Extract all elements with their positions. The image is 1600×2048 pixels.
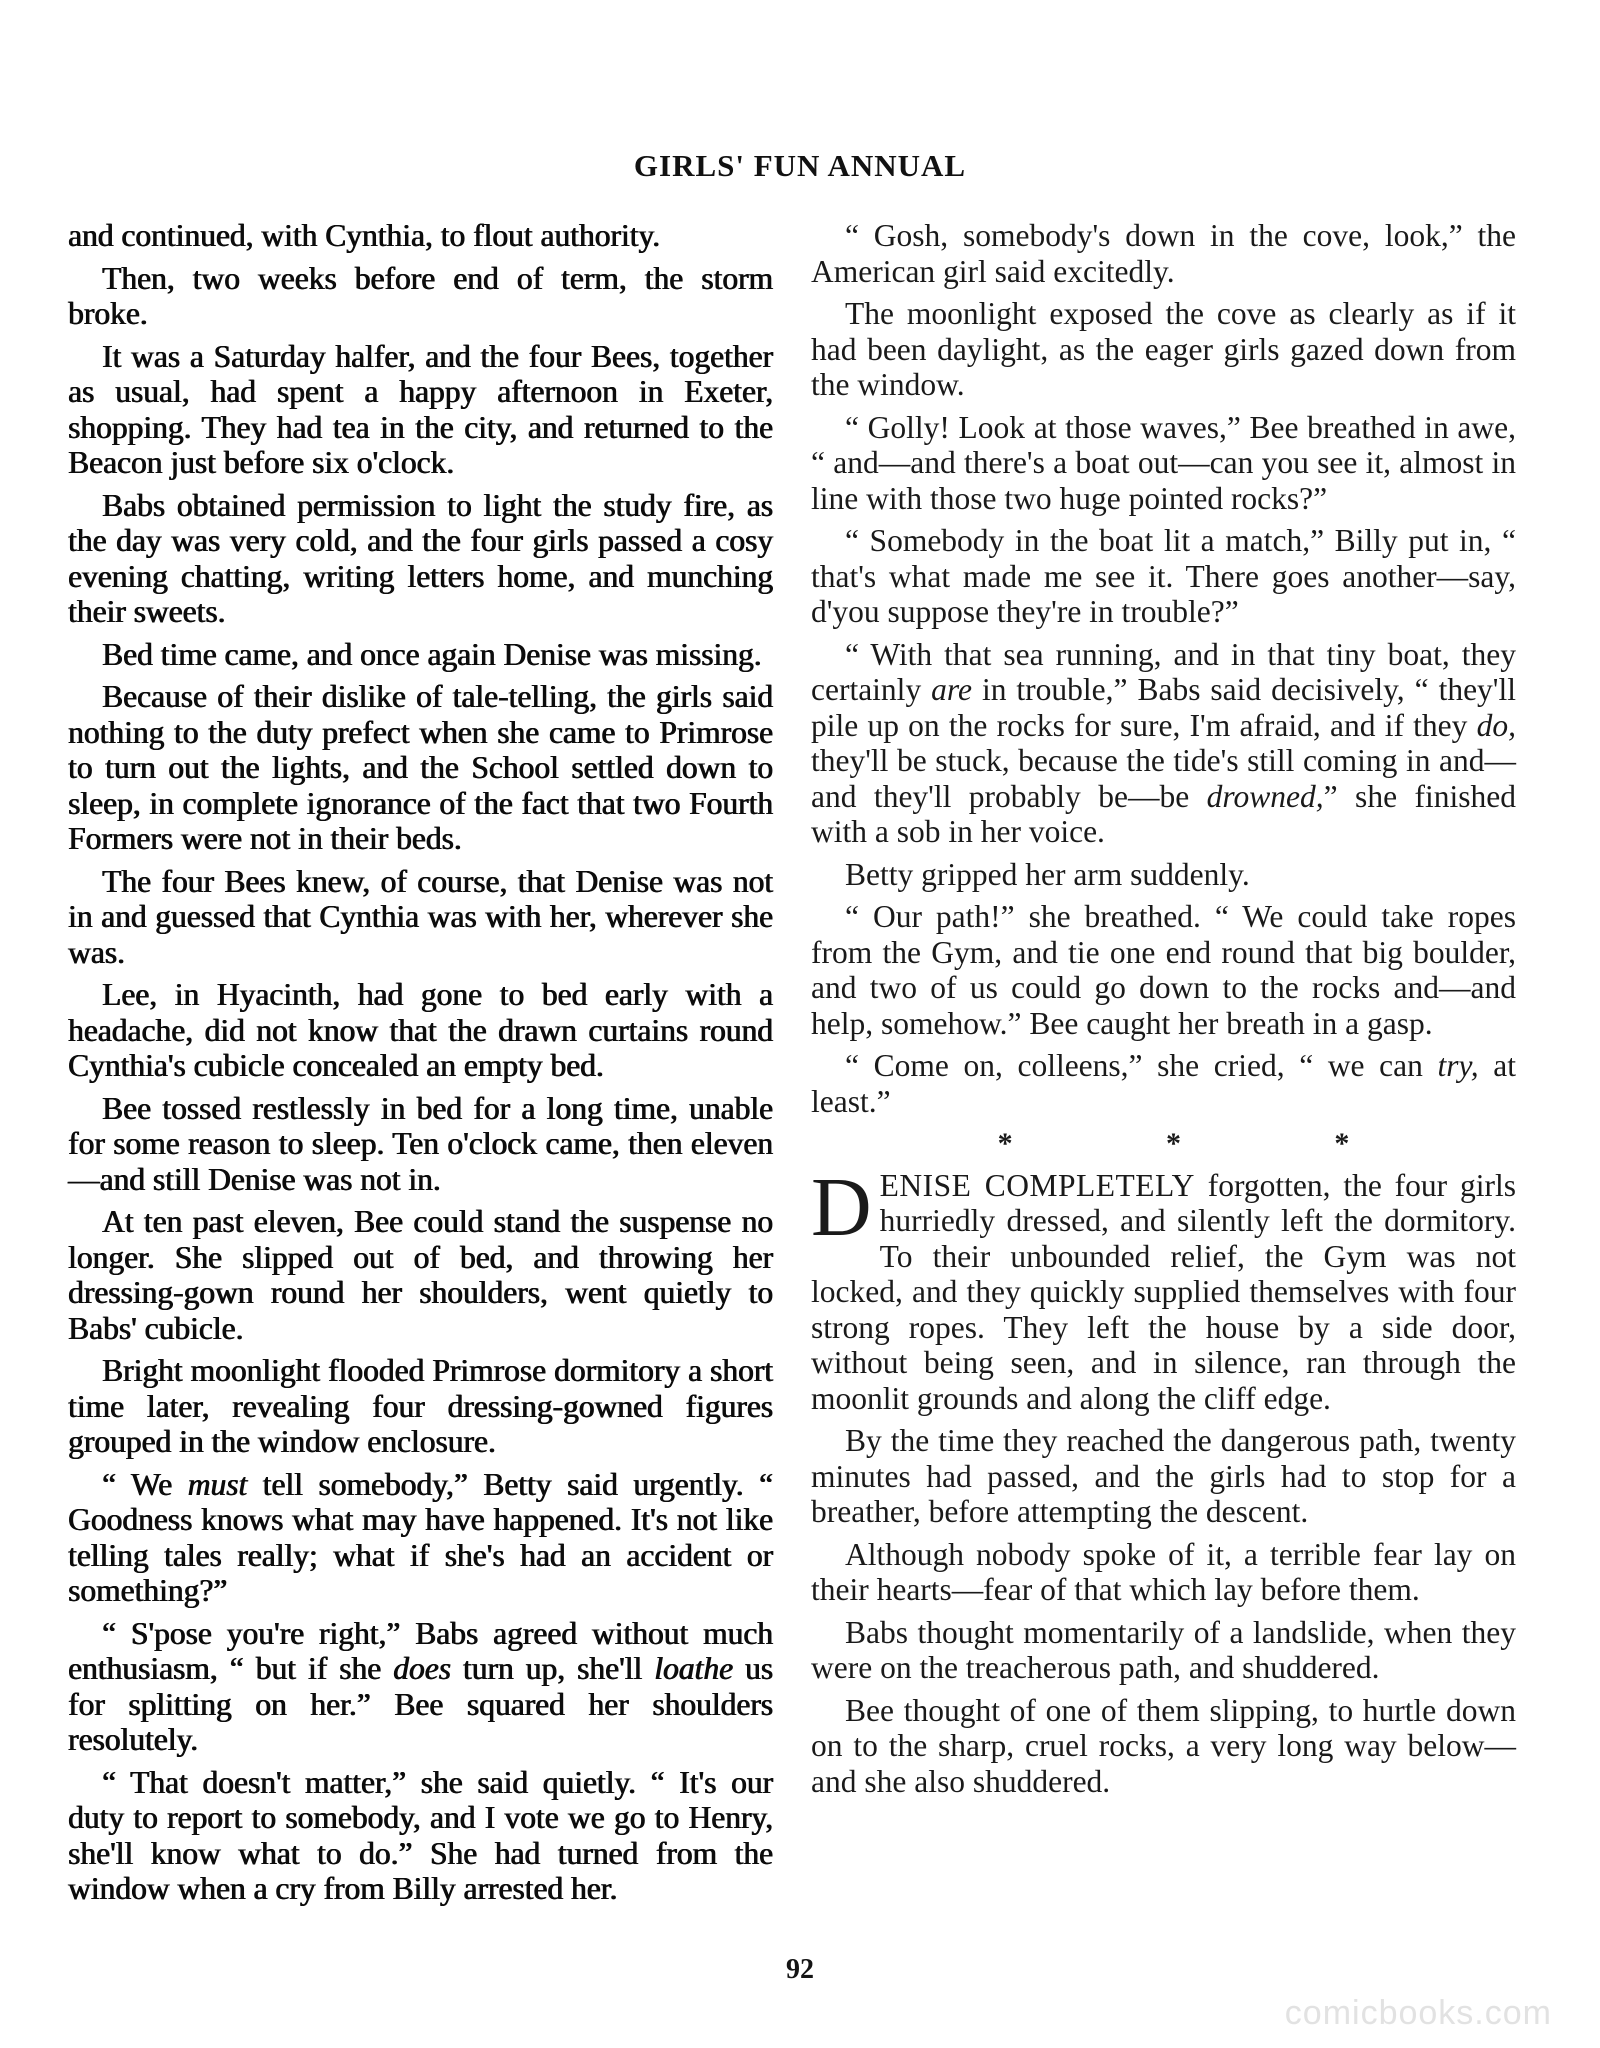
running-header: GIRLS' FUN ANNUAL xyxy=(633,148,967,183)
paragraph xyxy=(811,637,1516,850)
drop-cap: D xyxy=(811,1160,872,1254)
text-run: “ With that sea running, and in that tiny boat, they certainly xyxy=(811,636,1516,707)
section-separator xyxy=(811,1126,1516,1162)
paragraph: “ Somebody in the boat lit a match,” Billy put in, “ that's what made me see it. There goes another—say, d'you suppose they're in trouble?” xyxy=(811,523,1516,629)
paragraph: Bed time came, and once again Denise was missing. xyxy=(102,636,762,672)
paragraph: Bee thought of one of them slipping, to hurtle down on to the sharp, cruel rocks, a very long way below—and she also shuddered. xyxy=(811,1692,1516,1799)
paragraph: Although nobody spoke of it, a terrible fear lay on their hearts—fear of that which lay before them. xyxy=(811,1536,1516,1607)
paragraph: Then, two weeks before end of term, the storm broke. xyxy=(68,260,773,331)
paragraph xyxy=(68,1616,773,1758)
paragraph: Babs thought momentarily of a landslide, when they were on the treacherous path, and shuddered. xyxy=(811,1614,1516,1685)
text-run: us for splitting on her.” Bee squared her shoulders resolutely. xyxy=(68,1651,774,1757)
emphasis: drowned, xyxy=(1206,778,1324,814)
paragraph: Bright moonlight flooded Primrose dormitory a short time later, revealing four dressing-gowned figures grouped in the window enclosure. xyxy=(68,1353,773,1459)
text-run: “ We xyxy=(102,1466,188,1502)
left-column xyxy=(68,218,773,1914)
paragraph: Babs obtained permission to light the study fire, as the day was very cold, and the four girls passed a cosy evening chatting, writing letters home, and munching their sweets. xyxy=(68,487,773,629)
paragraph: Bee tossed restlessly in bed for a long time, unable for some reason to sleep. Ten o'clock came, then eleven—and still Denise was not in. xyxy=(68,1090,773,1197)
emphasis: are xyxy=(931,672,972,707)
paragraph: The moonlight exposed the cove as clearly as if it had been daylight, as the eager girls gazed down from the window. xyxy=(811,296,1516,402)
paragraph: “ Gosh, somebody's down in the cove, look,” the American girl said excitedly. xyxy=(811,218,1516,289)
paragraph: Because of their dislike of tale-telling, the girls said nothing to the duty prefect when she came to Primrose to turn out the lights, and the School settled down to sleep, in complete ignorance of the fact that two Fourth Formers were not in their beds. xyxy=(68,679,773,856)
text-run: they'll be stuck, because the tide's still coming in and—and they'll probably be—be xyxy=(811,743,1516,814)
emphasis: do, xyxy=(1476,707,1516,743)
paragraph: and continued, with Cynthia, to flout authority. xyxy=(68,218,660,253)
text-run: “ S'pose you're right,” Babs agreed without much enthusiasm, “ but if she xyxy=(68,1615,773,1686)
paragraph: At ten past eleven, Bee could stand the suspense no longer. She slipped out of bed, and throwing her dressing-gown round her shoulders, went quietly to Babs' cubicle. xyxy=(68,1204,773,1346)
emphasis: must xyxy=(187,1466,248,1502)
paragraph: It was a Saturday halfer, and the four Bees, together as usual, had spent a happy afternoon in Exeter, shopping. They had tea in the city, and returned to the Beacon just before six o'clock. xyxy=(68,338,773,480)
emphasis: loathe xyxy=(654,1651,733,1686)
paragraph xyxy=(811,1048,1516,1119)
text-run: turn up, she'll xyxy=(450,1651,655,1686)
emphasis: does xyxy=(393,1651,451,1686)
asterisk: * xyxy=(1334,1127,1350,1160)
text-run: ” she finished with a sob in her voice. xyxy=(811,778,1516,849)
page-number: 92 xyxy=(786,1954,814,1985)
asterisk: * xyxy=(1165,1127,1181,1160)
asterisk: * xyxy=(997,1127,1013,1160)
text-run: in trouble,” Babs said decisively, “ they'll pile up on the rocks for sure, I'm afraid, and if they xyxy=(811,672,1516,743)
text-run: “ Come on, colleens,” she cried, “ we can xyxy=(845,1048,1438,1083)
text-run: tell somebody,” Betty said urgently. “ Goodness knows what may have happened. It's not like telling tales really; what if she's had an accident or something?” xyxy=(68,1466,773,1608)
paragraph: “ Our path!” she breathed. “ We could take ropes from the Gym, and tie one end round that big boulder, and two of us could go down to the rocks and—and help, somehow.” Bee caught her breath in a gasp. xyxy=(811,899,1516,1041)
emphasis: try, xyxy=(1437,1048,1479,1083)
paragraph: Betty gripped her arm suddenly. xyxy=(845,856,1250,892)
right-column xyxy=(811,218,1516,1806)
paragraph: The four Bees knew, of course, that Denise was not in and guessed that Cynthia was with her, wherever she was. xyxy=(68,863,773,970)
watermark: comicbooks.com xyxy=(1284,1994,1552,2032)
paragraph: By the time they reached the dangerous path, twenty minutes had passed, and the girls had to stop for a breather, before attempting the descent. xyxy=(811,1423,1516,1529)
small-caps-lead: ENISE COMPLETELY xyxy=(879,1167,1195,1203)
paragraph: “ That doesn't matter,” she said quietly. “ It's our duty to report to somebody, and I vote we go to Henry, she'll know what to do.” She had turned from the window when a cry from Billy arrested her. xyxy=(68,1764,773,1906)
paragraph: “ Golly! Look at those waves,” Bee breathed in awe, “ and—and there's a boat out—can you see it, almost in line with those two huge pointed rocks?” xyxy=(811,409,1516,516)
paragraph xyxy=(68,1467,773,1609)
section-lead-paragraph xyxy=(811,1160,1517,1417)
text-run: forgotten, the four girls hurriedly dressed, and silently left the dormitory. To their unbounded relief, the Gym was not locked, and they quickly supplied themselves with four strong ropes. They left the house by a side door, without being seen, and in silence, ran through the moonlit grounds and along the cliff edge. xyxy=(811,1167,1517,1416)
paragraph: Lee, in Hyacinth, had gone to bed early with a headache, did not know that the drawn curtains round Cynthia's cubicle concealed an empty bed. xyxy=(68,977,773,1083)
text-run: at least.” xyxy=(811,1048,1516,1119)
